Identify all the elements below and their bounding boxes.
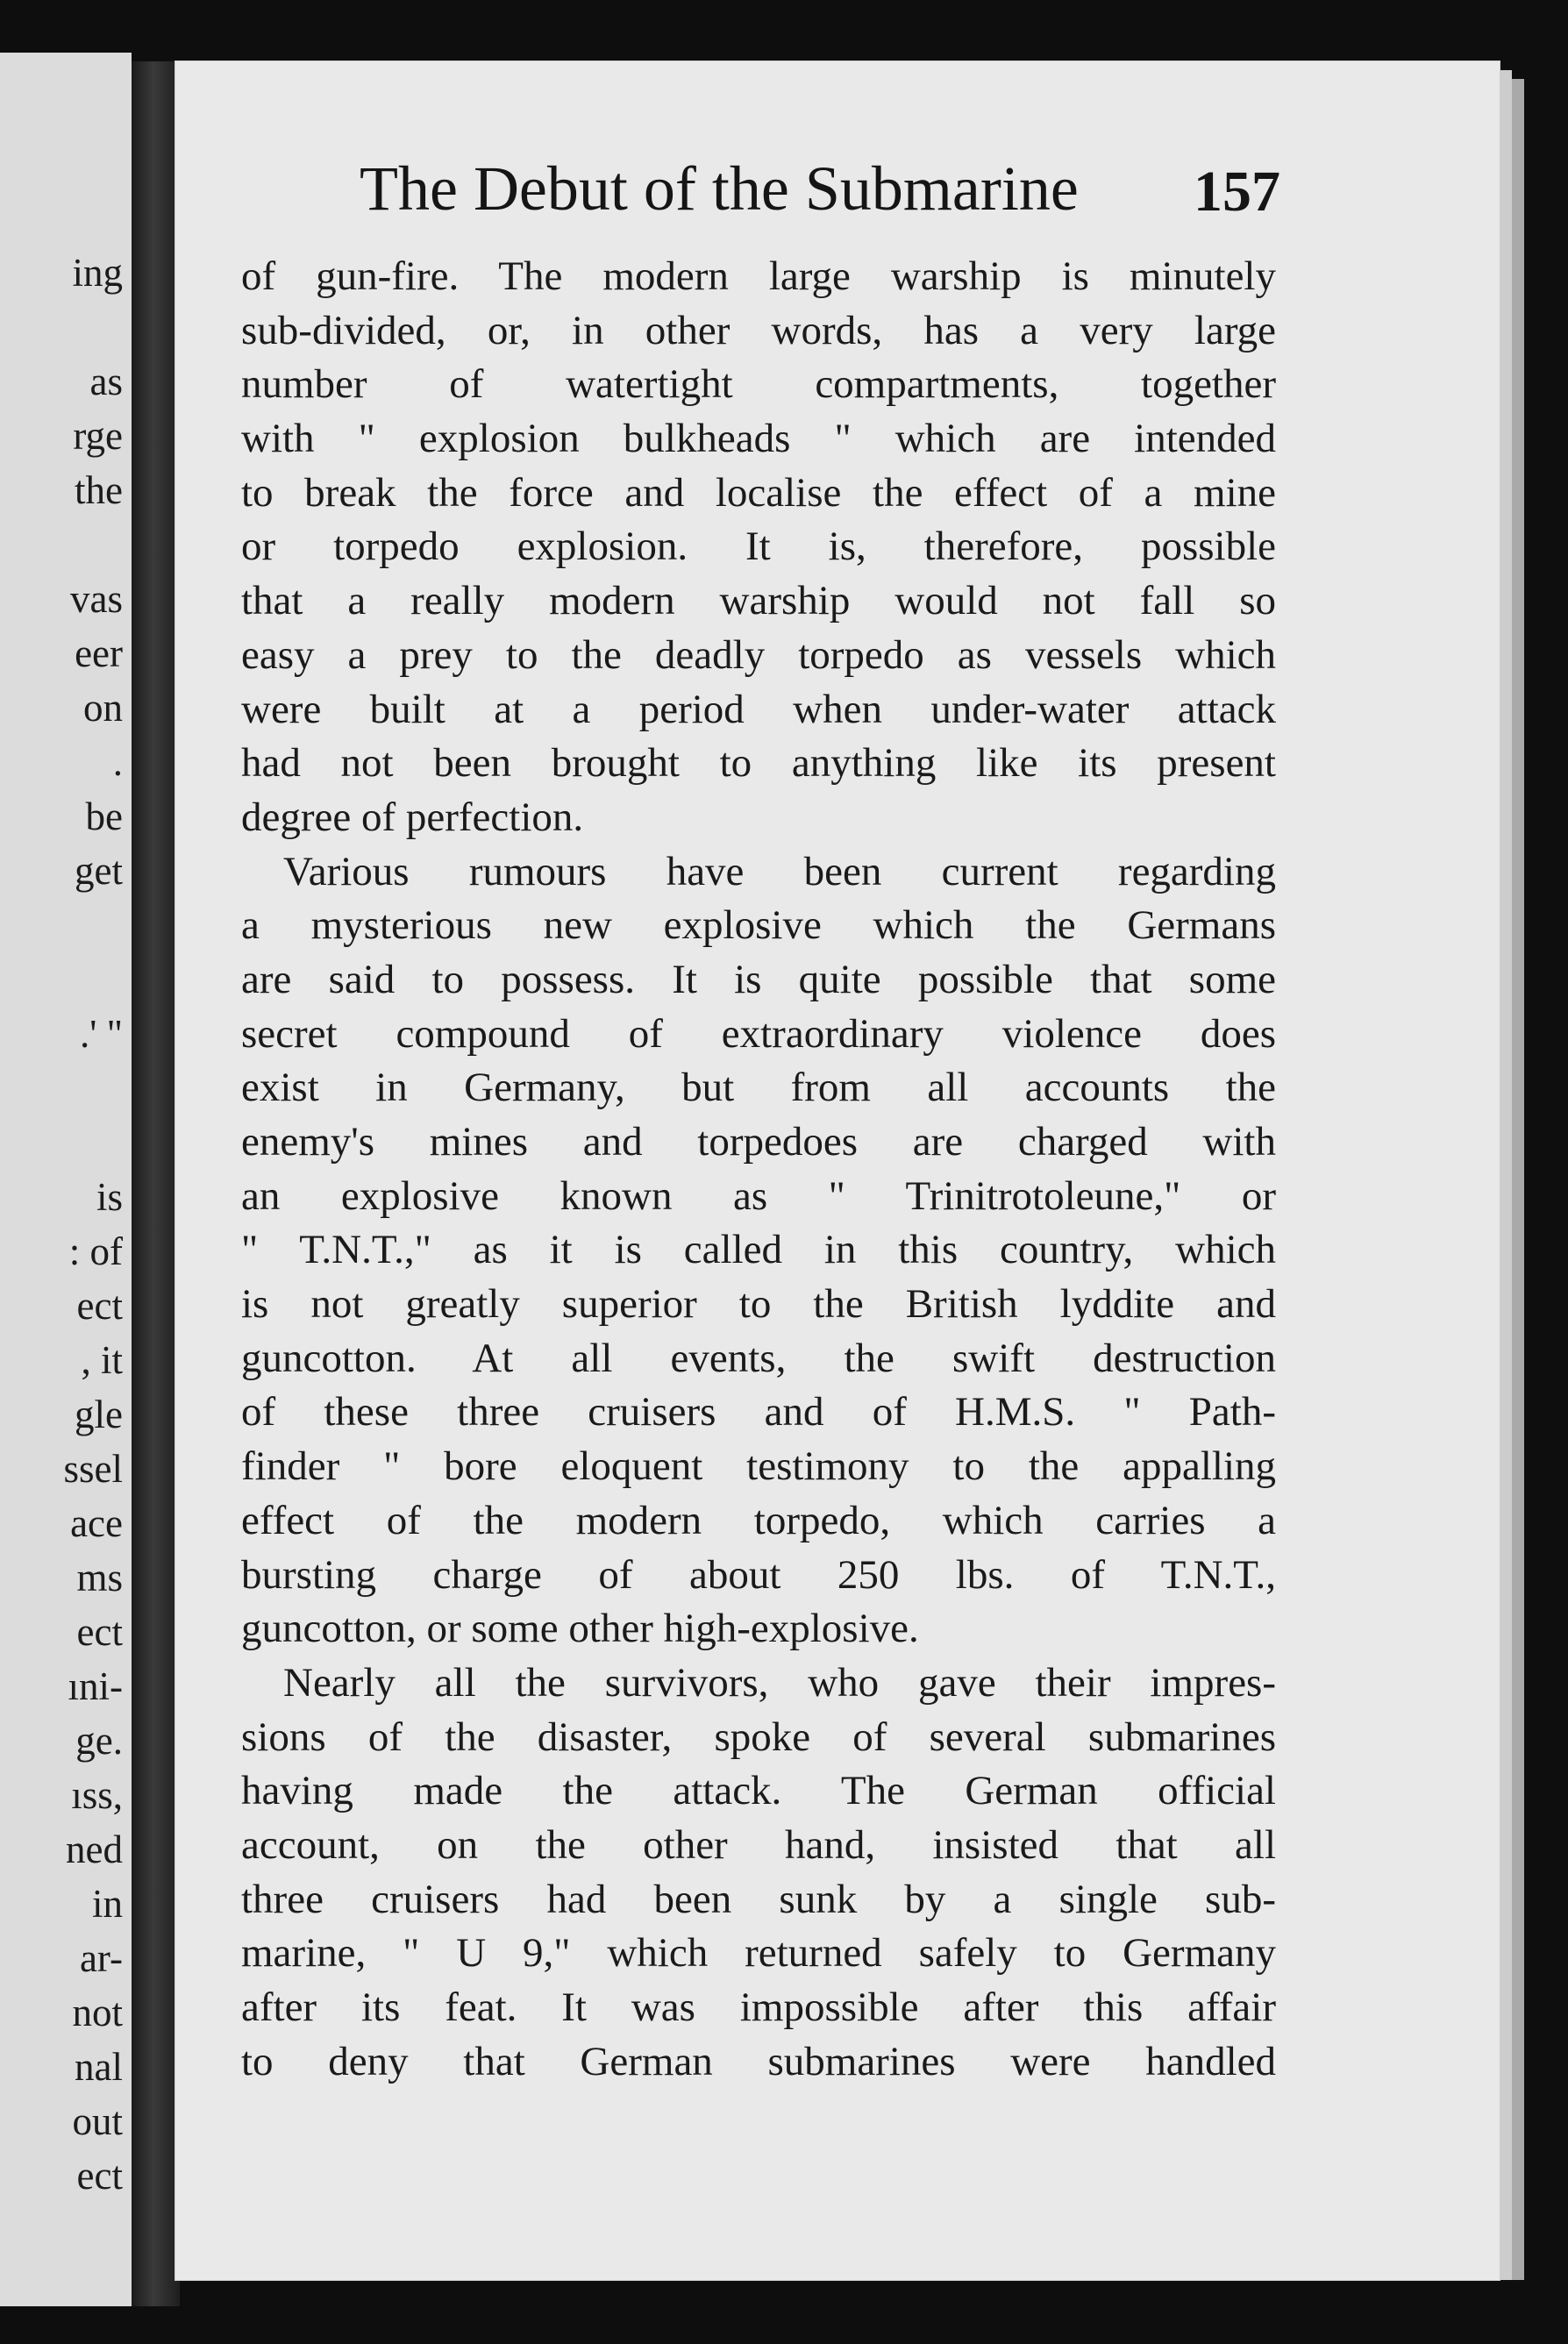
previous-page-line: gle xyxy=(75,1393,123,1436)
previous-page-line: the xyxy=(75,468,123,512)
previous-page-line xyxy=(0,300,123,354)
previous-page-line: ect xyxy=(76,2154,123,2198)
previous-page-line: as xyxy=(89,360,123,403)
text-line: an explosive known as " Trinitrotoleune," or xyxy=(241,1172,1276,1219)
page-edge xyxy=(1512,79,1524,2280)
text-line: that a really modern warship would not fall so xyxy=(241,578,1276,624)
previous-page-line: is xyxy=(96,1175,123,1219)
previous-page-line: ect xyxy=(76,1284,123,1328)
text-line: three cruisers had been sunk by a single sub- xyxy=(241,1876,1276,1922)
text-line: degree of perfection. xyxy=(241,794,584,840)
previous-page-line: be xyxy=(85,794,123,838)
running-title: The Debut of the Submarine xyxy=(360,153,1079,224)
text-line: " T.N.T.," as it is called in this country, which xyxy=(241,1227,1276,1273)
page-edge xyxy=(1500,70,1512,2280)
text-line: marine, " U 9," which returned safely to Germany xyxy=(241,1930,1276,1977)
text-line: or torpedo explosion. It is, therefore, possible xyxy=(241,524,1276,570)
text-line: exist in Germany, but from all accounts the xyxy=(241,1065,1276,1111)
previous-page-line: eer xyxy=(75,631,123,675)
previous-page-line xyxy=(0,952,123,1007)
text-line: of these three cruisers and of H.M.S. " Path- xyxy=(241,1389,1276,1436)
previous-page-line: vas xyxy=(70,577,123,621)
text-line: effect of the modern torpedo, which carries a xyxy=(241,1497,1276,1543)
previous-page-line: in xyxy=(91,1882,123,1926)
previous-page-line: : of xyxy=(68,1229,123,1273)
previous-page-line: . xyxy=(112,740,123,784)
previous-page-line: get xyxy=(75,849,123,893)
previous-page-line: ıni- xyxy=(68,1664,123,1708)
text-line: were built at a period when under-water attack xyxy=(241,686,1276,732)
page-header xyxy=(360,149,1280,228)
previous-page-line: not xyxy=(72,1991,123,2034)
previous-page-line: rge xyxy=(73,414,123,458)
text-line: easy a prey to the deadly torpedo as vessels which xyxy=(241,631,1276,678)
previous-page xyxy=(0,53,132,2306)
text-line: account, on the other hand, insisted that all xyxy=(241,1821,1276,1868)
previous-page-line: on xyxy=(83,686,123,730)
previous-page-line: .' " xyxy=(80,1012,123,1056)
text-line: Various rumours have been current regarding xyxy=(283,848,1276,894)
text-line: are said to possess. It is quite possible that some xyxy=(241,956,1276,1002)
text-line: number of watertight compartments, together xyxy=(241,361,1276,408)
previous-page-line: ing xyxy=(72,251,123,295)
page-number: 157 xyxy=(1194,160,1280,224)
previous-page-line: , it xyxy=(81,1338,123,1382)
body-text xyxy=(241,250,1276,2089)
previous-page-line: out xyxy=(72,2099,123,2143)
text-line: secret compound of extraordinary violence does xyxy=(241,1010,1276,1057)
previous-page-line xyxy=(0,898,123,952)
text-line: a mysterious new explosive which the Germans xyxy=(241,902,1276,949)
previous-page-line xyxy=(0,517,123,572)
text-line: to deny that German submarines were handled xyxy=(241,2038,1276,2084)
previous-page-line: ar- xyxy=(79,1936,123,1980)
text-line: is not greatly superior to the British lyddite and xyxy=(241,1281,1276,1328)
previous-page-line xyxy=(0,1061,123,1115)
text-line: guncotton, or some other high-explosive. xyxy=(241,1606,919,1652)
text-line: bursting charge of about 250 lbs. of T.N.T., xyxy=(241,1551,1276,1598)
previous-page-line: ssel xyxy=(63,1447,123,1491)
text-line: to break the force and localise the effect of a mine xyxy=(241,469,1276,516)
text-line: having made the attack. The German official xyxy=(241,1768,1276,1814)
text-line: with " explosion bulkheads " which are intended xyxy=(241,416,1276,462)
text-line: guncotton. At all events, the swift destruction xyxy=(241,1335,1276,1381)
previous-page-line: nal xyxy=(75,2045,123,2089)
text-line: sub-divided, or, in other words, has a very large xyxy=(241,307,1276,353)
previous-page-line: ect xyxy=(76,1610,123,1654)
previous-page-cropped-text xyxy=(0,246,123,2203)
previous-page-line: ned xyxy=(66,1827,123,1871)
text-line: Nearly all the survivors, who gave their impres- xyxy=(283,1659,1276,1706)
text-line: sions of the disaster, spoke of several submarines xyxy=(241,1713,1276,1760)
text-line: enemy's mines and torpedoes are charged with xyxy=(241,1119,1276,1165)
previous-page-line: ge. xyxy=(75,1719,123,1763)
previous-page-line: ms xyxy=(76,1556,123,1599)
text-line: finder " bore eloquent testimony to the appalling xyxy=(241,1443,1276,1490)
text-line: had not been brought to anything like its present xyxy=(241,740,1276,787)
book-gutter xyxy=(132,61,180,2306)
previous-page-line xyxy=(0,1115,123,1170)
text-line: after its feat. It was impossible after this affair xyxy=(241,1984,1276,2030)
previous-page-line: ıss, xyxy=(71,1773,123,1817)
text-line: of gun-fire. The modern large warship is minutely xyxy=(241,253,1276,299)
previous-page-line: ace xyxy=(70,1501,123,1545)
